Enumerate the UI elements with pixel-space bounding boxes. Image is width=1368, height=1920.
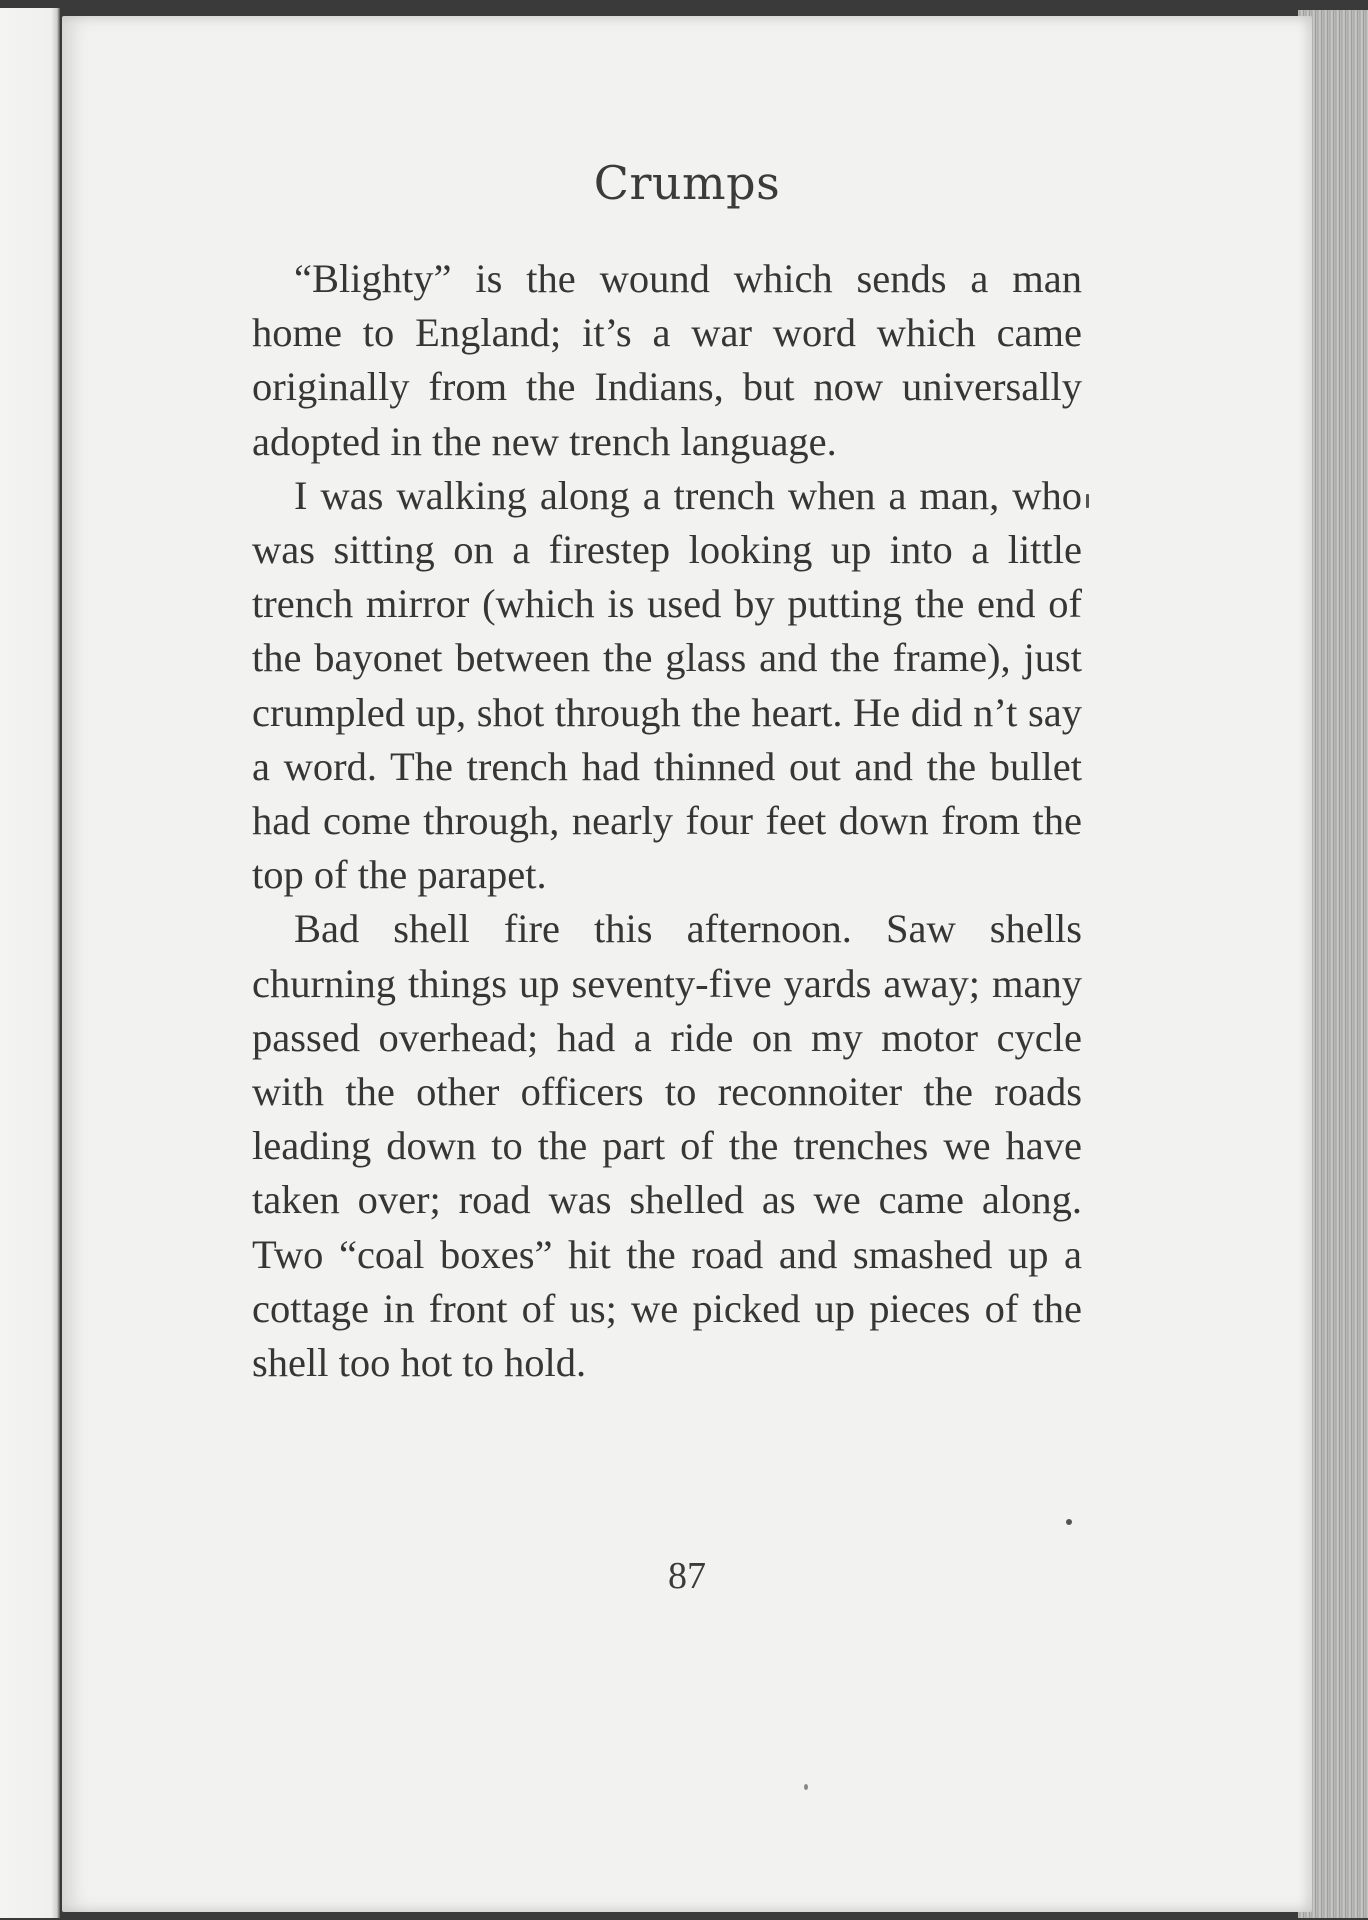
paper-speck — [1066, 1519, 1072, 1525]
body-text — [252, 252, 1082, 1390]
paper-speck — [1086, 494, 1089, 508]
book-page — [62, 16, 1312, 1912]
paragraph-3: Bad shell fire this afternoon. Saw shells churning things up seventy-five yards away; many passed overhead; had a ride on my motor cycle with the other officers to reconnoiter the roads leading down to the part of the trenches we have taken over; road was shelled as we came along. Two “coal boxes” hit the road and smashed up a cottage in front of us; we picked up pieces of the shell too hot to hold. — [252, 906, 1082, 1386]
page-number: 87 — [668, 1555, 706, 1597]
paper-speck — [804, 1784, 808, 1790]
left-page-edge — [0, 8, 60, 1918]
running-head: Crumps — [593, 156, 781, 210]
paragraph-2: I was walking along a trench when a man, who was sitting on a firestep looking up into a little trench mirror (which is used by putting the end of the bayonet between the glass and the frame), just crumpled up, shot through the heart. He did n’t say a word. The trench had thinned out and the bullet had come through, nearly four feet down from the top of the parapet. — [252, 472, 1082, 898]
paragraph-1: “Blighty” is the wound which sends a man home to England; it’s a war word which came originally from the Indians, but now universally adopted in the new trench language. — [252, 256, 1082, 464]
